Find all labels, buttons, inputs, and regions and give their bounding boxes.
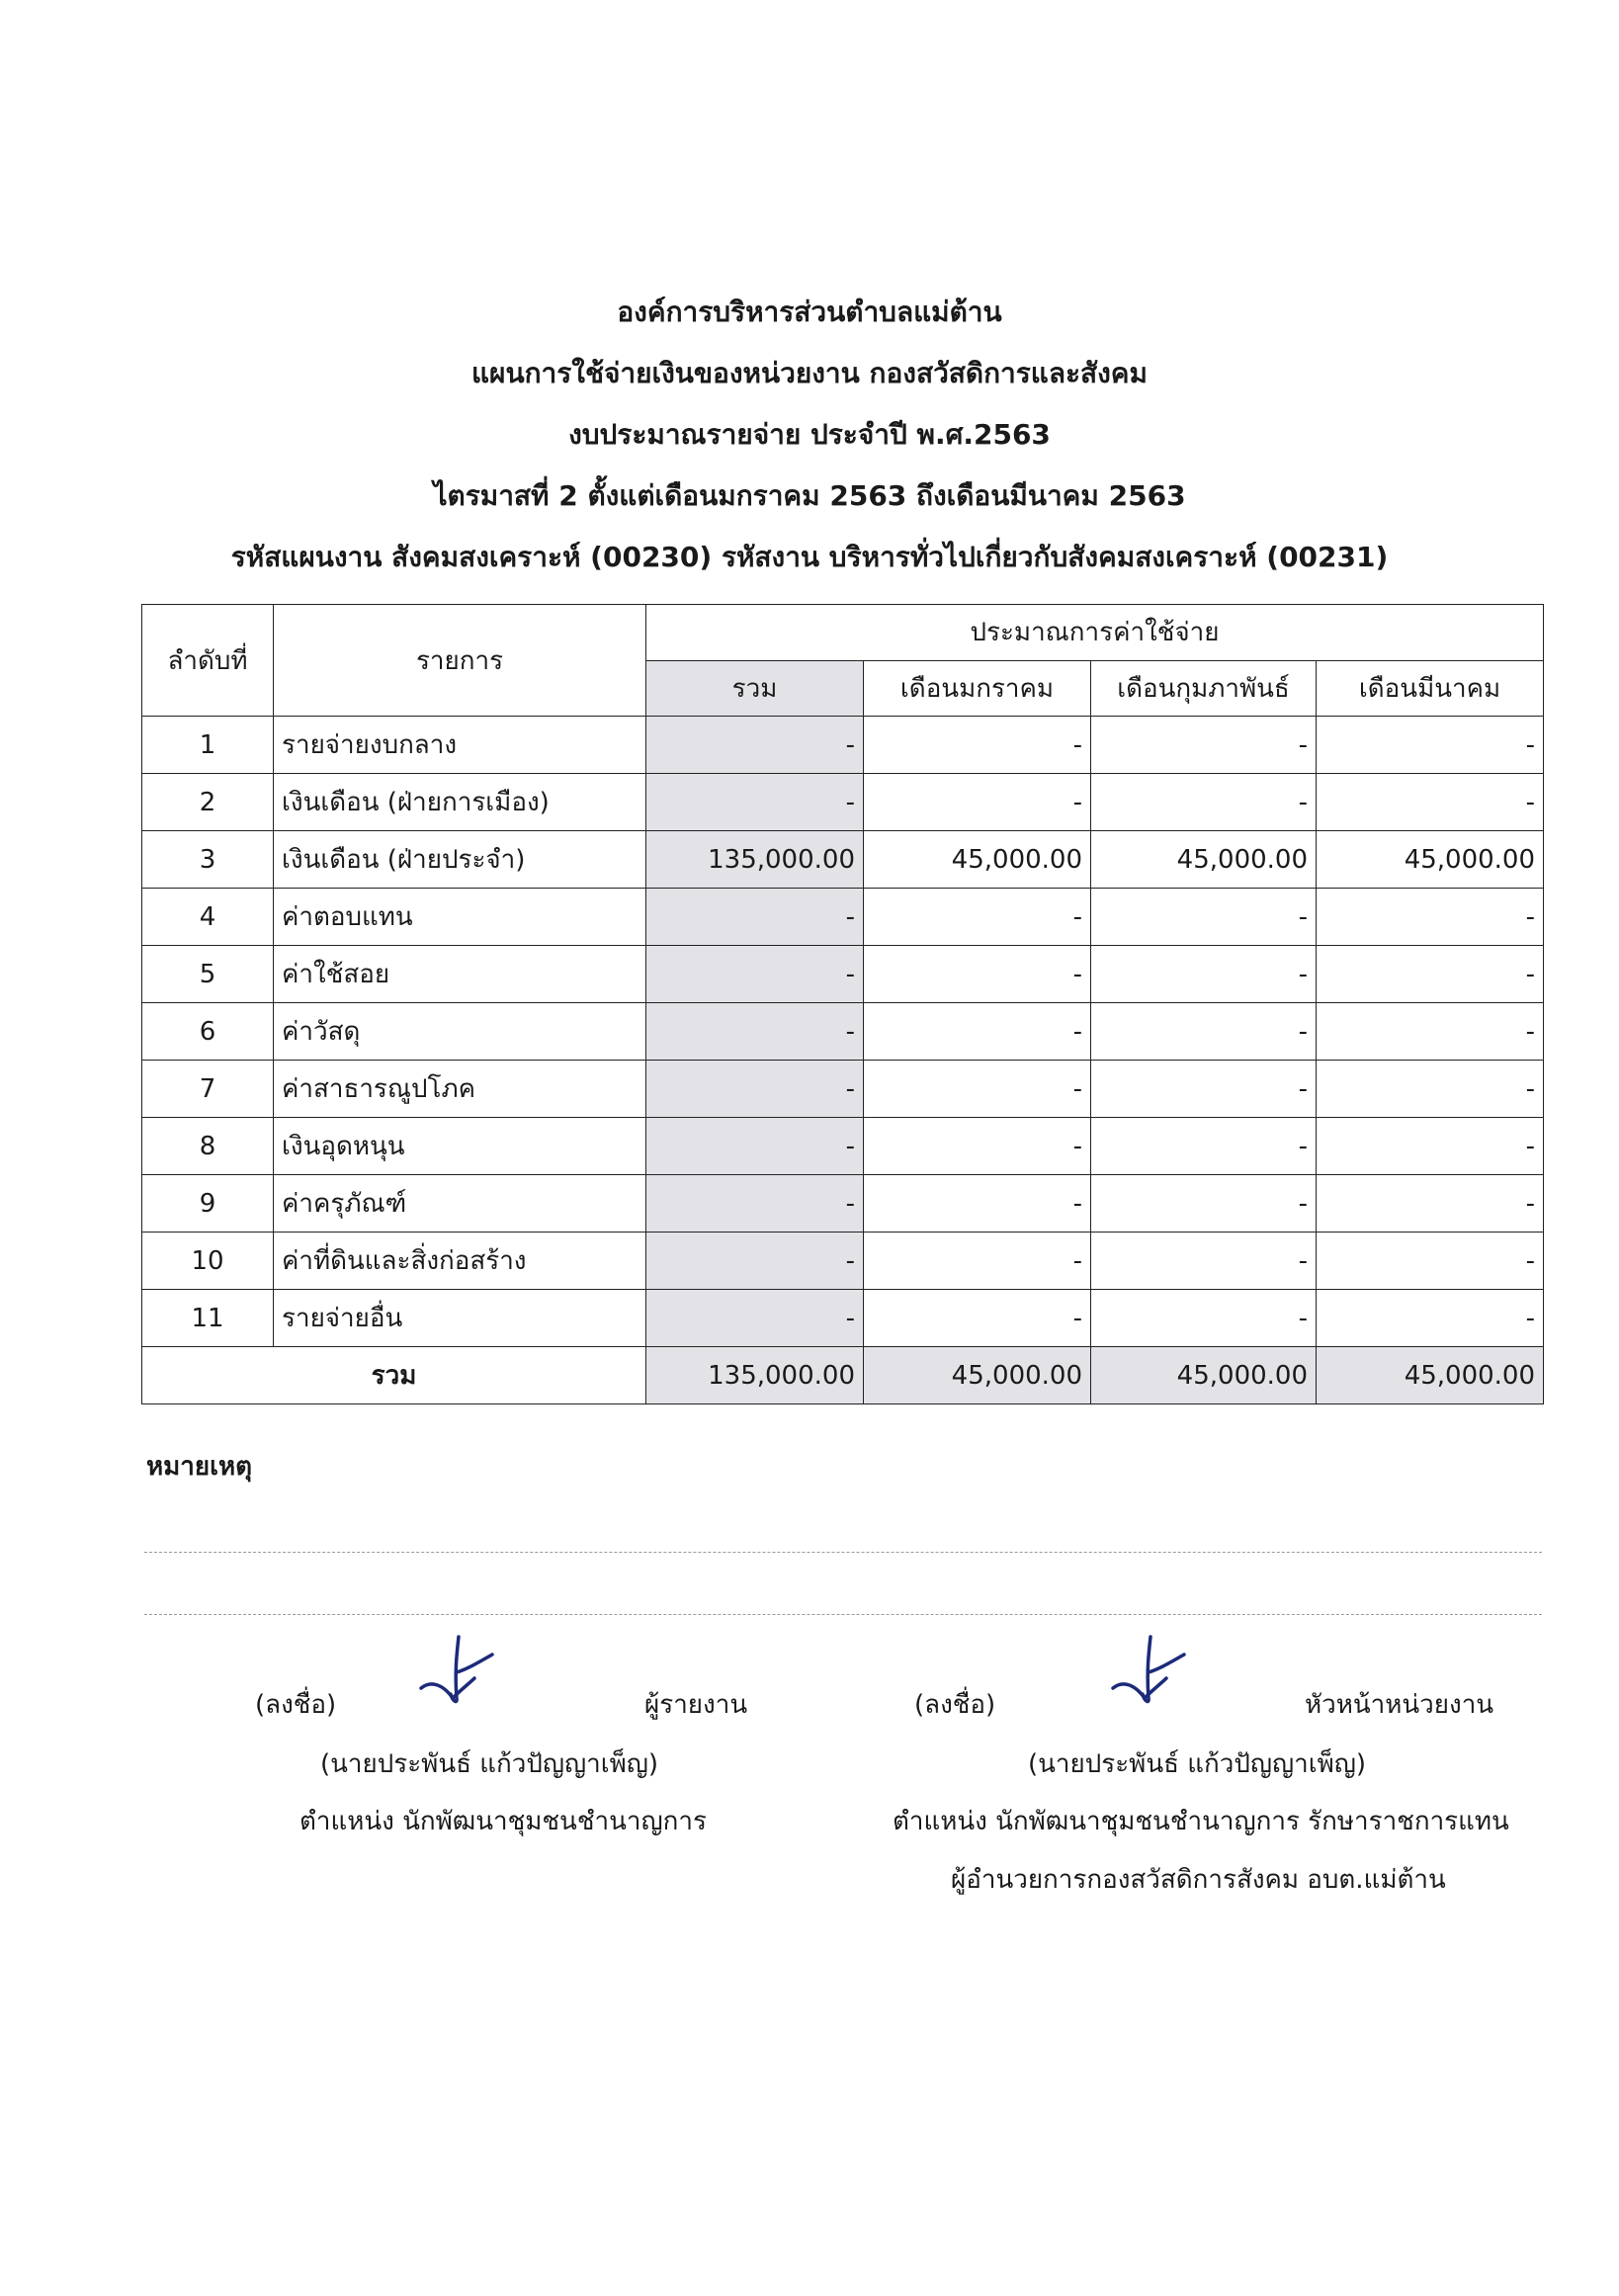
- totals-jan: 45,000.00: [864, 1347, 1091, 1404]
- row-total: -: [646, 946, 864, 1003]
- left-signature-image: [413, 1633, 502, 1716]
- quarter-line: ไตรมาสที่ 2 ตั้งแต่เดือนมกราคม 2563 ถึงเดือนมีนาคม 2563: [433, 479, 1186, 512]
- left-name: (นายประพันธ์ แก้วปัญญาเพ็ญ): [320, 1749, 659, 1779]
- left-sign-label: (ลงชื่อ): [255, 1690, 337, 1720]
- table-row: [142, 831, 1544, 889]
- row-feb: -: [1091, 1175, 1317, 1233]
- budget-year: งบประมาณรายจ่าย ประจำปี พ.ศ.2563: [568, 418, 1051, 451]
- row-no: 6: [142, 1003, 274, 1061]
- table-row: [142, 1061, 1544, 1118]
- header-estimate-group: ประมาณการค่าใช้จ่าย: [646, 605, 1544, 661]
- row-mar: -: [1317, 1290, 1544, 1347]
- remark-label: หมายเหตุ: [146, 1452, 253, 1482]
- table-row: [142, 889, 1544, 946]
- left-position: ตำแหน่ง นักพัฒนาชุมชนชำนาญการ: [299, 1807, 707, 1836]
- right-position-line2: ผู้อำนวยการกองสวัสดิการสังคม อบต.แม่ต้าน: [951, 1865, 1446, 1895]
- header-item: รายการ: [274, 605, 646, 717]
- row-feb: -: [1091, 1290, 1317, 1347]
- row-jan: -: [864, 1233, 1091, 1290]
- row-total: -: [646, 1175, 864, 1233]
- budget-table: [141, 604, 1544, 1404]
- row-mar: -: [1317, 1061, 1544, 1118]
- row-mar: -: [1317, 1003, 1544, 1061]
- row-jan: -: [864, 946, 1091, 1003]
- totals-feb: 45,000.00: [1091, 1347, 1317, 1404]
- row-jan: -: [864, 1175, 1091, 1233]
- row-item: ค่าที่ดินและสิ่งก่อสร้าง: [274, 1233, 646, 1290]
- right-position: ตำแหน่ง นักพัฒนาชุมชนชำนาญการ รักษาราชการแทน: [893, 1807, 1509, 1836]
- right-role: หัวหน้าหน่วยงาน: [1305, 1690, 1494, 1720]
- right-signature-image: [1105, 1633, 1194, 1716]
- table-row: [142, 1233, 1544, 1290]
- row-item: ค่าตอบแทน: [274, 889, 646, 946]
- row-mar: -: [1317, 1233, 1544, 1290]
- org-title: องค์การบริหารส่วนตำบลแม่ต้าน: [617, 296, 1002, 328]
- row-item: ค่าสาธารณูปโภค: [274, 1061, 646, 1118]
- row-jan: -: [864, 717, 1091, 774]
- row-item: เงินเดือน (ฝ่ายประจำ): [274, 831, 646, 889]
- row-mar: -: [1317, 1175, 1544, 1233]
- row-no: 9: [142, 1175, 274, 1233]
- row-mar: -: [1317, 946, 1544, 1003]
- row-feb: -: [1091, 1003, 1317, 1061]
- row-total: -: [646, 774, 864, 831]
- row-feb: -: [1091, 946, 1317, 1003]
- row-total: -: [646, 1003, 864, 1061]
- plan-code-line: รหัสแผนงาน สังคมสงเคราะห์ (00230) รหัสงาน บริหารทั่วไปเกี่ยวกับสังคมสงเคราะห์ (00231): [230, 541, 1389, 573]
- row-no: 8: [142, 1118, 274, 1175]
- row-feb: -: [1091, 889, 1317, 946]
- row-item: ค่าครุภัณฑ์: [274, 1175, 646, 1233]
- totals-label: รวม: [142, 1347, 646, 1404]
- row-item: รายจ่ายงบกลาง: [274, 717, 646, 774]
- row-mar: -: [1317, 774, 1544, 831]
- row-jan: -: [864, 1290, 1091, 1347]
- row-jan: 45,000.00: [864, 831, 1091, 889]
- row-jan: -: [864, 889, 1091, 946]
- row-total: -: [646, 889, 864, 946]
- header-jan: เดือนมกราคม: [864, 660, 1091, 717]
- row-mar: -: [1317, 1118, 1544, 1175]
- row-no: 4: [142, 889, 274, 946]
- right-sign-label: (ลงชื่อ): [914, 1690, 996, 1720]
- header-mar: เดือนมีนาคม: [1317, 660, 1544, 717]
- header-total: รวม: [646, 660, 864, 717]
- row-item: รายจ่ายอื่น: [274, 1290, 646, 1347]
- row-no: 5: [142, 946, 274, 1003]
- plan-title: แผนการใช้จ่ายเงินของหน่วยงาน กองสวัสดิการและสังคม: [471, 357, 1148, 389]
- remark-line: [144, 1614, 1542, 1615]
- row-total: -: [646, 1061, 864, 1118]
- row-item: เงินอุดหนุน: [274, 1118, 646, 1175]
- row-jan: -: [864, 774, 1091, 831]
- row-jan: -: [864, 1003, 1091, 1061]
- row-feb: -: [1091, 717, 1317, 774]
- table-row: [142, 946, 1544, 1003]
- row-no: 2: [142, 774, 274, 831]
- row-mar: -: [1317, 717, 1544, 774]
- row-item: ค่าวัสดุ: [274, 1003, 646, 1061]
- row-item: ค่าใช้สอย: [274, 946, 646, 1003]
- table-row: [142, 1003, 1544, 1061]
- row-mar: 45,000.00: [1317, 831, 1544, 889]
- table-row: [142, 774, 1544, 831]
- right-name: (นายประพันธ์ แก้วปัญญาเพ็ญ): [1028, 1749, 1367, 1779]
- row-total: -: [646, 1233, 864, 1290]
- document-header: [0, 282, 1619, 588]
- table-row: [142, 717, 1544, 774]
- row-no: 7: [142, 1061, 274, 1118]
- row-total: -: [646, 1118, 864, 1175]
- row-feb: 45,000.00: [1091, 831, 1317, 889]
- row-no: 11: [142, 1290, 274, 1347]
- row-jan: -: [864, 1061, 1091, 1118]
- row-total: -: [646, 717, 864, 774]
- totals-row: [142, 1347, 1544, 1404]
- row-feb: -: [1091, 1118, 1317, 1175]
- totals-total: 135,000.00: [646, 1347, 864, 1404]
- table-row: [142, 1175, 1544, 1233]
- row-feb: -: [1091, 774, 1317, 831]
- row-no: 1: [142, 717, 274, 774]
- totals-mar: 45,000.00: [1317, 1347, 1544, 1404]
- row-total: 135,000.00: [646, 831, 864, 889]
- left-role: ผู้รายงาน: [644, 1690, 748, 1720]
- table-row: [142, 1290, 1544, 1347]
- row-feb: -: [1091, 1233, 1317, 1290]
- header-feb: เดือนกุมภาพันธ์: [1091, 660, 1317, 717]
- row-total: -: [646, 1290, 864, 1347]
- row-item: เงินเดือน (ฝ่ายการเมือง): [274, 774, 646, 831]
- row-mar: -: [1317, 889, 1544, 946]
- row-feb: -: [1091, 1061, 1317, 1118]
- table-row: [142, 1118, 1544, 1175]
- row-jan: -: [864, 1118, 1091, 1175]
- row-no: 3: [142, 831, 274, 889]
- header-no: ลำดับที่: [142, 605, 274, 717]
- row-no: 10: [142, 1233, 274, 1290]
- remark-line: [144, 1552, 1542, 1553]
